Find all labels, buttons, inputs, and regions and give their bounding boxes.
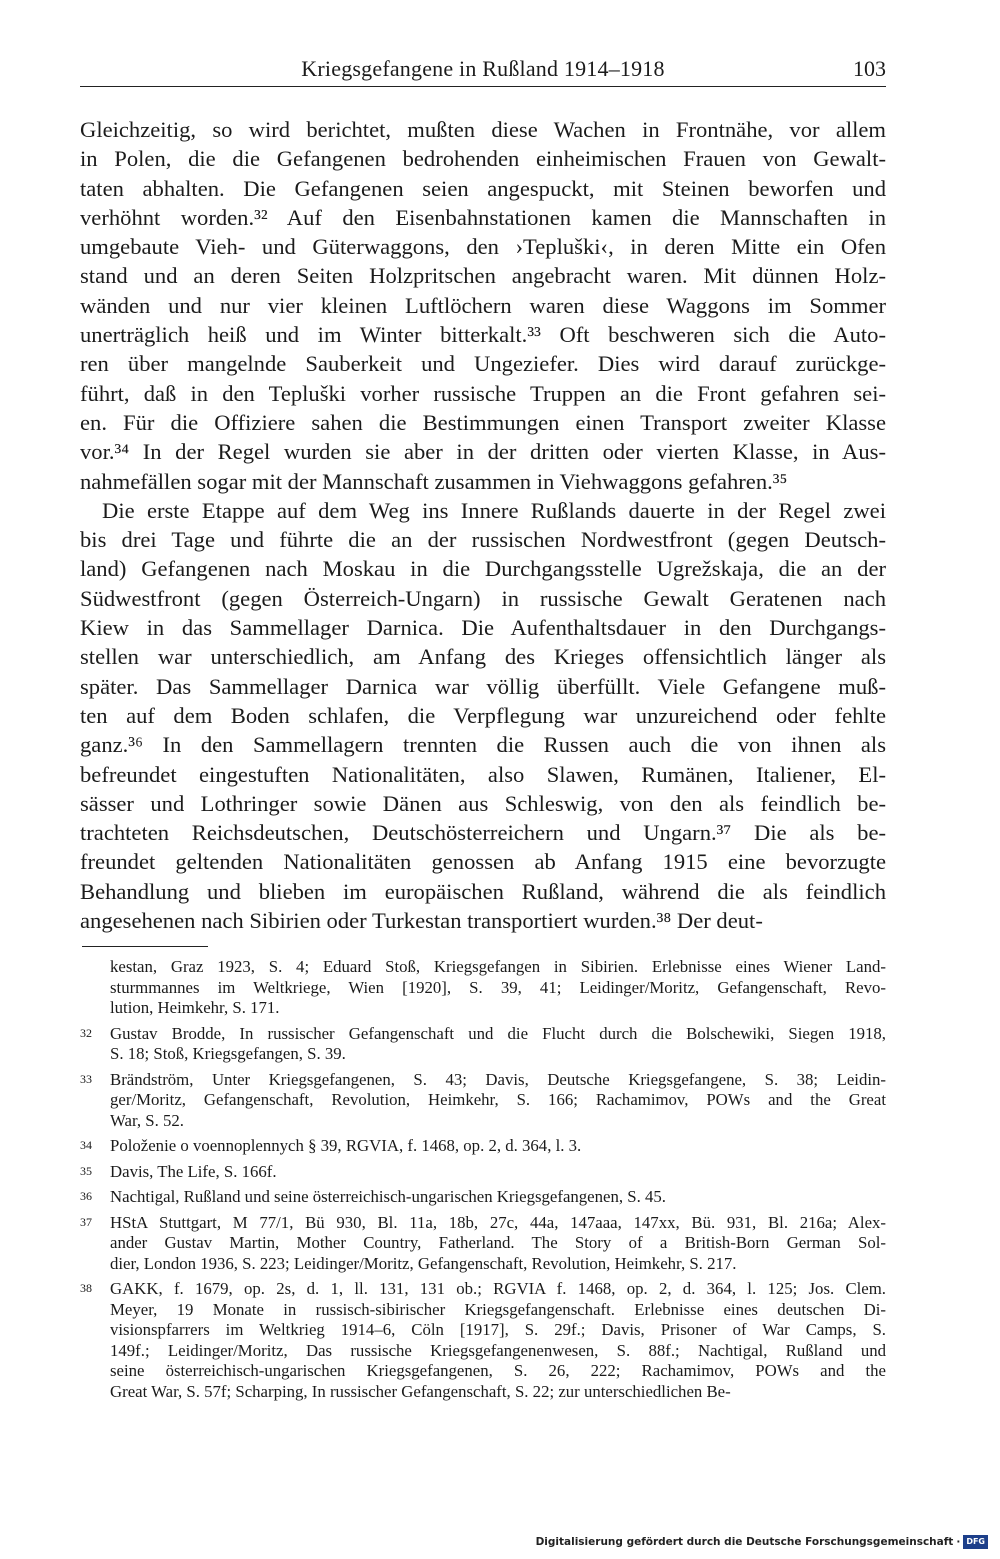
footnote-number: 35: [80, 1163, 92, 1178]
text-line: stellen war unterschiedlich, am Anfang des Krieges offensichtlich länger als: [80, 644, 886, 670]
footnote-number: 38: [80, 1281, 92, 1295]
digitization-stamp: [536, 1533, 988, 1551]
footnote-number: 37: [80, 1214, 92, 1229]
footnote-line: HStA Stuttgart, M 77/1, Bü 930, Bl. 11a, 18b, 27c, 44a, 147aaa, 147xx, Bü. 931, Bl. 216a; Alex-: [110, 1212, 886, 1232]
text-line: wänden und nur vier kleinen Luftlöchern waren diese Waggons im Sommer: [80, 292, 886, 318]
footnote-line: S. 18; Stoß, Kriegsgefangen, S. 39.: [110, 1044, 346, 1063]
footnote: [80, 1162, 886, 1183]
footnote-line: visionspfarrers im Weltkrieg 1914–6, Cöln [1917], S. 29f.; Davis, Prisoner of War Camps, S.: [110, 1320, 886, 1339]
text-line: Südwestfront (gegen Österreich-Ungarn) in russische Gewalt Geratenen nach: [80, 585, 886, 611]
running-header: [80, 56, 886, 82]
text-line: land) Gefangenen nach Moskau in die Durchgangsstelle Ugrežskaja, die an der: [80, 556, 886, 582]
footnote-line: dier, London 1936, S. 223; Leidinger/Moritz, Gefangenschaft, Revolution, Heimkehr, S. 217.: [110, 1253, 737, 1273]
footnote-line: Položenie o voennoplennych § 39, RGVIA, f. 1468, op. 2, d. 364, l. 3.: [110, 1136, 582, 1155]
footnote: [80, 1024, 886, 1065]
footnote-line: Brändström, Unter Kriegsgefangenen, S. 43; Davis, Deutsche Kriegsgefangene, S. 38; Leidin-: [110, 1069, 886, 1089]
text-line: Behandlung und blieben im europäischen Rußland, während die als feindlich: [80, 878, 886, 904]
footnote-number: 36: [80, 1189, 92, 1203]
text-line: ganz.³⁶ In den Sammellagern trennten die Russen auch die von ihnen als: [80, 732, 886, 758]
footnote-line: Great War, S. 57f; Scharping, In russischer Gefangenschaft, S. 22; zur unterschiedlichen Be-: [110, 1381, 731, 1401]
text-line: verhöhnt worden.³² Auf den Eisenbahnstationen kamen die Mannschaften in: [80, 204, 886, 230]
text-line: nahmefällen sogar mit der Mannschaft zusammen in Viehwaggons gefahren.³⁵: [80, 468, 788, 494]
footnote: [80, 1213, 886, 1275]
text-line: angesehenen nach Sibirien oder Turkestan transportiert wurden.³⁸ Der deut-: [80, 908, 763, 934]
text-line: stand und an deren Seiten Holzpritschen angebracht waren. Mit dünnen Holz-: [80, 263, 886, 289]
footnote-line: Davis, The Life, S. 166f.: [110, 1161, 277, 1181]
footnote-line: Gustav Brodde, In russischer Gefangenschaft und die Flucht durch die Bolschewiki, Siegen 1918,: [110, 1023, 886, 1043]
text-line: en. Für die Offiziere sahen die Bestimmungen einen Transport zweiter Klasse: [80, 409, 886, 435]
text-line: später. Das Sammellager Darnica war völlig überfüllt. Viele Gefangene muß-: [80, 673, 886, 699]
footnote-line: lution, Heimkehr, S. 171.: [110, 998, 280, 1017]
footnote-line: ger/Moritz, Gefangenschaft, Revolution, Heimkehr, S. 166; Rachamimov, POWs and the Great: [110, 1090, 886, 1109]
footnotes: [80, 957, 886, 1407]
dfg-logo-icon: DFG: [963, 1535, 988, 1549]
text-line: taten abhalten. Die Gefangenen seien angespuckt, mit Steinen beworfen und: [80, 175, 886, 201]
footnote-line: 149f.; Leidinger/Moritz, Das russische Kriegsgefangenenwesen, S. 88f.; Nachtigal, Rußland und: [110, 1340, 886, 1360]
header-rule: [80, 86, 886, 87]
text-line: bis drei Tage und führte die an der russischen Nordwestfront (gegen Deutsch-: [80, 527, 886, 553]
footnote: [80, 1136, 886, 1157]
main-text: [80, 115, 886, 935]
page-number: 103: [853, 56, 886, 81]
text-line: Die erste Etappe auf dem Weg ins Innere Rußlands dauerte in der Regel zwei: [102, 497, 886, 523]
text-line: befreundet eingestuften Nationalitäten, also Slawen, Rumänen, Italiener, El-: [80, 761, 886, 787]
text-line: freundet geltenden Nationalitäten genossen ab Anfang 1915 eine bevorzugte: [80, 849, 886, 875]
text-line: ten auf dem Boden schlafen, die Verpflegung war unzureichend oder fehlte: [80, 702, 886, 728]
footnote: [80, 1279, 886, 1402]
footnote-line: sturmmannes im Weltkriege, Wien [1920], S. 39, 41; Leidinger/Moritz, Gefangenschaft, Revo-: [110, 977, 886, 997]
text-line: unerträglich heiß und im Winter bitterkalt.³³ Oft beschweren sich die Auto-: [80, 322, 886, 348]
footnote: [80, 1187, 886, 1208]
running-title: Kriegsgefangene in Rußland 1914–1918: [301, 56, 665, 81]
footnote-line: War, S. 52.: [110, 1110, 184, 1130]
footnote-separator: [82, 946, 208, 947]
footnote-number: 33: [80, 1071, 92, 1086]
text-line: umgebaute Vieh- und Güterwaggons, den ›Tepluški‹, in deren Mitte ein Ofen: [80, 234, 886, 260]
text-line: vor.³⁴ In der Regel wurden sie aber in der dritten oder vierten Klasse, in Aus-: [80, 439, 886, 465]
footnote-line: Nachtigal, Rußland und seine österreichisch-ungarischen Kriegsgefangenen, S. 45.: [110, 1187, 666, 1206]
text-line: in Polen, die die Gefangenen bedrohenden einheimischen Frauen von Gewalt-: [80, 146, 886, 172]
text-line: ren über mangelnde Sauberkeit und Ungeziefer. Dies wird darauf zurückge-: [80, 351, 886, 377]
text-line: Gleichzeitig, so wird berichtet, mußten diese Wachen in Frontnähe, vor allem: [80, 117, 886, 142]
footnote: [80, 1070, 886, 1132]
text-line: trachteten Reichsdeutschen, Deutschösterreichern und Ungarn.³⁷ Die als be-: [80, 820, 886, 846]
footnote: [80, 957, 886, 1019]
footnote-line: GAKK, f. 1679, op. 2s, d. 1, ll. 131, 131 ob.; RGVIA f. 1468, op. 2, d. 364, l. 125; Jos. Clem.: [110, 1279, 886, 1298]
stamp-separator: ·: [956, 1536, 961, 1548]
footnote-line: seine österreichisch-ungarischen Kriegsgefangenen, S. 26, 222; Rachamimov, POWs and the: [110, 1361, 886, 1380]
text-line: Kiew in das Sammellager Darnica. Die Aufenthaltsdauer in den Durchgangs-: [80, 615, 886, 641]
text-line: führt, daß in den Tepluški vorher russische Truppen an die Front gefahren sei-: [80, 380, 886, 406]
footnote-line: Meyer, 19 Monate in russisch-sibirischer Kriegsgefangenschaft. Erlebnisse eines deutschen Di-: [110, 1299, 886, 1319]
footnote-line: ander Gustav Martin, Mother Country, Fatherland. The Story of a British-Born German Sol-: [110, 1233, 886, 1252]
footnote-number: 34: [80, 1138, 92, 1152]
text-line: sässer und Lothringer sowie Dänen aus Schleswig, von den als feindlich be-: [80, 790, 886, 816]
stamp-text: Digitalisierung gefördert durch die Deutsche Forschungsgemeinschaft: [535, 1536, 954, 1548]
footnote-number: 32: [80, 1025, 92, 1040]
footnote-line: kestan, Graz 1923, S. 4; Eduard Stoß, Kriegsgefangen in Sibirien. Erlebnisse eines Wiener Land-: [110, 957, 886, 976]
